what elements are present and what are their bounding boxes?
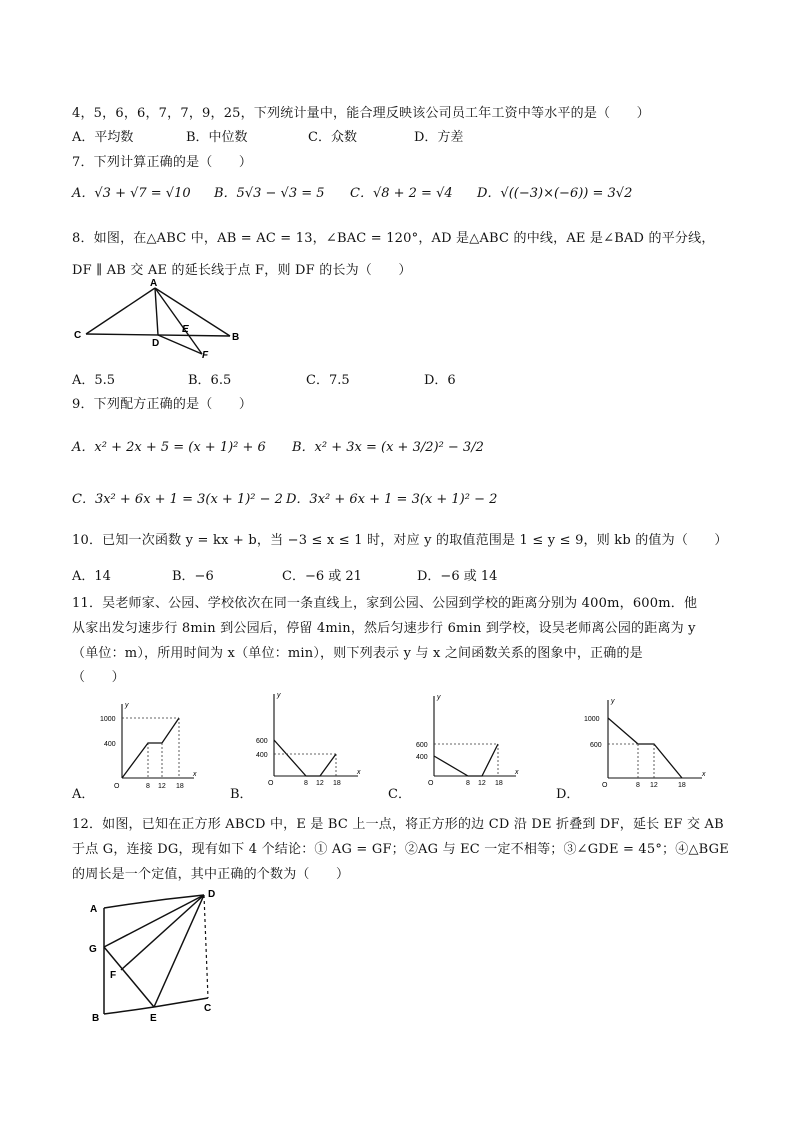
q12-stem-line2: 于点 G，连接 DG，现有如下 4 个结论：① AG = GF；②AG 与 EC 一定不相等；③∠GDE = 45°；④△BGE (72, 842, 729, 857)
q11-option-d-letter: D． (556, 787, 580, 802)
q11-graph-b-axis-x: x (357, 769, 361, 776)
q11-graph-c-xtick-2: 12 (478, 780, 486, 787)
q12-label-f: F (110, 970, 117, 981)
q6-stem: 4，5，6，6，7，7，9，25，下列统计量中，能合理反映该公司员工年工资中等水平的是（ ） (72, 106, 650, 121)
q11-graph-b-xtick-2: 12 (316, 780, 324, 787)
q7-option-a: A．√3 + √7 = √10 (72, 186, 191, 201)
q10-option-b: B．−6 (172, 569, 214, 584)
q7-option-c: C．√8 + 2 = √4 (350, 186, 453, 201)
q11-option-a-letter: A． (72, 787, 95, 802)
q10-stem: 10．已知一次函数 y = kx + b，当 −3 ≤ x ≤ 1 时，对应 y 的取值范围是 1 ≤ y ≤ 9，则 kb 的值为（ ） (72, 533, 728, 548)
q12-stem-line3: 的周长是一个定值，其中正确的个数为（ ） (72, 867, 350, 882)
q8-option-d: D．6 (424, 373, 456, 388)
q9-option-d: D．3x² + 6x + 1 = 3(x + 1)² − 2 (286, 492, 498, 507)
q7-stem: 7．下列计算正确的是（ ） (72, 155, 253, 170)
q7-option-d: D．√((−3)×(−6)) = 3√2 (477, 186, 633, 201)
q11-graph-a-origin: O (114, 783, 120, 790)
q11-option-b-letter: B． (230, 787, 253, 802)
q11-graph-a-ytick-2: 400 (104, 741, 116, 748)
q11-graph-a (90, 698, 200, 793)
q11-graph-d (572, 694, 712, 790)
q11-graph-d-ytick-2: 600 (590, 742, 602, 749)
q11-graph-d-ytick-1: 1000 (584, 716, 600, 723)
q11-graph-d-axis-y: y (611, 698, 615, 705)
q11-graph-b-xtick-1: 8 (304, 780, 308, 787)
q11-option-c-letter: C． (388, 787, 411, 802)
q11-graph-d-xtick-3: 18 (678, 782, 686, 789)
q9-option-b: B．x² + 3x = (x + 3/2)² − 3/2 (292, 440, 484, 455)
q12-label-a: A (90, 904, 98, 915)
q11-graph-c-ytick-1: 600 (416, 742, 428, 749)
q6-option-c: C．众数 (308, 130, 357, 145)
q11-graph-d-origin: O (602, 782, 608, 789)
q8-label-d: D (152, 338, 160, 349)
q11-graph-c (404, 690, 524, 788)
q11-graph-c-axis-x: x (515, 769, 519, 776)
q11-graph-c-origin: O (428, 780, 434, 787)
q8-label-b: B (232, 332, 240, 343)
q11-stem-line2: 从家出发匀速步行 8min 到公园后，停留 4min，然后匀速步行 6min 到学校，设吴老师离公园的距离为 y (72, 621, 696, 636)
q6-option-b: B．中位数 (186, 130, 248, 145)
q9-stem: 9．下列配方正确的是（ ） (72, 397, 253, 412)
q11-graph-b-ytick-2: 400 (256, 752, 268, 759)
q8-option-b: B．6.5 (188, 373, 232, 388)
q8-label-c: C (74, 330, 82, 341)
q11-graph-a-xtick-2: 12 (158, 783, 166, 790)
q11-graph-a-xtick-3: 18 (176, 783, 184, 790)
q11-graph-c-xtick-1: 8 (466, 780, 470, 787)
q9-option-a: A．x² + 2x + 5 = (x + 1)² + 6 (72, 440, 266, 455)
q8-label-a: A (150, 278, 158, 289)
q12-label-b: B (92, 1013, 100, 1024)
q9-option-c: C．3x² + 6x + 1 = 3(x + 1)² − 2 (72, 492, 283, 507)
q11-graph-d-xtick-2: 12 (650, 782, 658, 789)
q8-stem-line2: DF ∥ AB 交 AE 的延长线于点 F，则 DF 的长为（ ） (72, 263, 412, 278)
q8-label-f: F (202, 350, 209, 361)
q10-option-a: A．14 (72, 569, 111, 584)
q11-graph-b-xtick-3: 18 (333, 780, 341, 787)
q12-square-figure (84, 886, 234, 1026)
q11-graph-c-axis-y: y (437, 694, 441, 701)
q8-label-e: E (182, 324, 189, 335)
q10-option-c: C．−6 或 21 (282, 569, 362, 584)
q11-graph-c-xtick-3: 18 (495, 780, 503, 787)
q8-triangle-figure (70, 278, 260, 363)
q7-option-b: B．5√3 − √3 = 5 (214, 186, 325, 201)
q11-graph-a-axis-x: x (193, 771, 197, 778)
q11-graph-b-origin: O (268, 780, 274, 787)
q8-option-a: A．5.5 (72, 373, 116, 388)
q11-graph-b-axis-y: y (277, 692, 281, 699)
q11-graph-d-axis-x: x (702, 771, 706, 778)
q11-stem-line3: （单位：m），所用时间为 x（单位：min），则下列表示 y 与 x 之间函数关系的图象中，正确的是 (72, 646, 643, 661)
q10-option-d: D．−6 或 14 (417, 569, 498, 584)
q6-option-d: D．方差 (414, 130, 464, 145)
q11-graph-a-axis-y: y (125, 702, 129, 709)
q12-stem-line1: 12．如图，已知在正方形 ABCD 中，E 是 BC 上一点，将正方形的边 CD 沿 DE 折叠到 DF，延长 EF 交 AB (72, 817, 724, 832)
q12-label-e: E (150, 1013, 157, 1024)
q12-label-d: D (208, 889, 216, 900)
q11-graph-c-ytick-2: 400 (416, 754, 428, 761)
q11-graph-b-ytick-1: 600 (256, 738, 268, 745)
q11-graph-d-xtick-1: 8 (636, 782, 640, 789)
q11-graph-b (246, 688, 366, 788)
q11-stem-line4: （ ） (72, 670, 125, 685)
q11-stem-line1: 11．吴老师家、公园、学校依次在同一条直线上，家到公园、公园到学校的距离分别为 400m，600m．他 (72, 596, 698, 611)
q11-graph-a-ytick-1: 1000 (100, 716, 116, 723)
q8-option-c: C．7.5 (306, 373, 350, 388)
q8-stem-line1: 8．如图，在△ABC 中，AB = AC = 13，∠BAC = 120°，AD 是△ABC 的中线，AE 是∠BAD 的平分线， (72, 231, 715, 246)
q12-label-c: C (204, 1003, 212, 1014)
q11-graph-a-xtick-1: 8 (146, 783, 150, 790)
q6-option-a: A．平均数 (72, 130, 134, 145)
q12-label-g: G (89, 944, 97, 955)
